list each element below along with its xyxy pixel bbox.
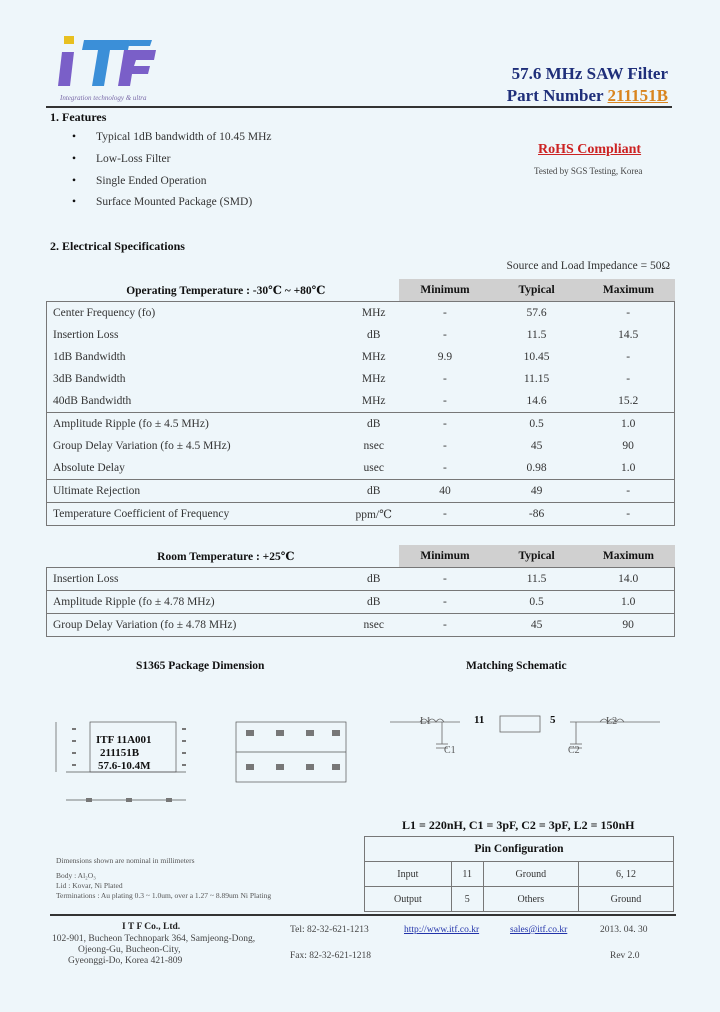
- param-min: 40: [399, 480, 491, 503]
- param-name: Group Delay Variation (fo ± 4.78 MHz): [47, 614, 349, 637]
- spec-row: [47, 480, 675, 503]
- footer-date: 2013. 04. 30: [600, 925, 648, 935]
- spec-row: [47, 324, 675, 346]
- impedance-note: Source and Load Impedance = 50Ω: [506, 260, 670, 272]
- param-name: Absolute Delay: [47, 457, 349, 480]
- param-typ: 11.5: [526, 329, 547, 341]
- param-name: Ultimate Rejection: [47, 480, 349, 503]
- col-minimum: Minimum: [399, 279, 491, 302]
- param-max: 1.0: [582, 591, 674, 614]
- param-unit: dB: [348, 568, 399, 591]
- schematic-c1-label: C1: [444, 745, 456, 756]
- pin-cell: Output: [365, 887, 452, 912]
- param-unit: MHz: [361, 395, 386, 407]
- param-name: 40dB Bandwidth: [47, 390, 349, 413]
- rohs-badge: RoHS Compliant: [538, 142, 642, 157]
- param-max: -: [582, 368, 674, 390]
- schematic-heading: Matching Schematic: [466, 660, 567, 672]
- param-typ: 11.5: [491, 568, 583, 591]
- schematic-c2-label: C2: [568, 745, 580, 756]
- package-note: Lid : Kovar, Ni Plated: [56, 881, 123, 890]
- schematic-l1-label: L1: [420, 716, 432, 727]
- param-min: -: [399, 614, 491, 637]
- matching-schematic-drawing: [380, 700, 670, 770]
- param-max: 1.0: [582, 457, 674, 480]
- param-typ: 57.6: [491, 302, 583, 325]
- param-unit: dB: [348, 591, 399, 614]
- pin-cell: 11: [451, 862, 483, 887]
- feature-item: • Low-Loss Filter: [74, 153, 170, 165]
- footer-email-link[interactable]: sales@itf.co.kr: [510, 925, 568, 935]
- package-heading: S1365 Package Dimension: [136, 660, 265, 672]
- param-unit: nsec: [348, 614, 399, 637]
- package-marking-line1: ITF 11A001: [96, 734, 152, 746]
- spec-row: [47, 457, 675, 480]
- footer-fax: Fax: 82-32-621-1218: [290, 951, 372, 961]
- pin-configuration-table: [364, 836, 674, 912]
- param-min: -: [399, 591, 491, 614]
- param-min: -: [399, 302, 491, 325]
- param-min: -: [443, 329, 447, 341]
- feature-item: • Surface Mounted Package (SMD): [74, 196, 252, 208]
- param-name: Center Frequency (fo): [47, 302, 349, 325]
- feature-item: • Typical 1dB bandwidth of 10.45 MHz: [74, 131, 272, 143]
- package-marking-line2: 211151B: [100, 747, 140, 759]
- spec-row: [47, 503, 675, 526]
- rohs-tested-note: Tested by SGS Testing, Korea: [534, 166, 643, 176]
- package-note: Terminations : Au plating 0.3 ~ 1.0um, over a 1.27 ~ 8.89um Ni Plating: [56, 891, 272, 900]
- param-max: 14.0: [582, 568, 674, 591]
- col-typical: Typical: [491, 279, 583, 302]
- param-unit: MHz: [361, 373, 386, 385]
- spec-row: [47, 435, 675, 457]
- package-note: Body : Al₂O₃: [56, 871, 96, 880]
- param-unit: MHz: [348, 302, 399, 325]
- spec-row: [47, 568, 675, 591]
- param-max: 1.0: [582, 413, 674, 436]
- param-max: -: [582, 480, 674, 503]
- param-name: 1dB Bandwidth: [47, 346, 349, 368]
- param-max: -: [582, 302, 674, 325]
- spec-row: [47, 346, 675, 368]
- header-rule: [46, 106, 672, 108]
- param-max: 14.5: [582, 324, 674, 346]
- param-max: 15.2: [582, 390, 674, 413]
- col-maximum: Maximum: [582, 279, 674, 302]
- schematic-l2-label: L2: [606, 716, 618, 727]
- pin-config-heading: Pin Configuration: [365, 837, 674, 862]
- param-min: -: [443, 373, 447, 385]
- product-title: 57.6 MHz SAW Filter: [511, 64, 668, 83]
- pin-cell: 6, 12: [578, 862, 673, 887]
- param-min: -: [443, 462, 447, 474]
- room-temp-label: Room Temperature : +25℃: [157, 551, 295, 563]
- footer-address: Gyeonggi-Do, Korea 421-809: [68, 956, 183, 966]
- spec-row: [47, 591, 675, 614]
- pin-cell: Input: [365, 862, 452, 887]
- param-unit: ppm/℃: [348, 503, 399, 526]
- schematic-pin5-label: 5: [550, 714, 556, 726]
- param-name: Insertion Loss: [47, 324, 349, 346]
- param-min: -: [399, 568, 491, 591]
- param-name: Amplitude Ripple (fo ± 4.78 MHz): [47, 591, 349, 614]
- spec-row: [47, 302, 675, 325]
- param-typ: 10.45: [523, 351, 550, 363]
- param-max: -: [582, 346, 674, 368]
- param-unit: dB: [348, 480, 399, 503]
- package-marking-line3: 57.6-10.4M: [98, 760, 151, 772]
- param-unit: dB: [348, 413, 399, 436]
- footer-address: 102-901, Bucheon Technopark 364, Samjeong-Dong,: [52, 934, 256, 944]
- param-typ: 49: [491, 480, 583, 503]
- param-typ: 45: [491, 614, 583, 637]
- footer-company: I T F Co., Ltd.: [122, 922, 181, 932]
- electrical-heading: 2. Electrical Specifications: [50, 239, 185, 253]
- param-min: 9.9: [437, 351, 453, 363]
- param-min: -: [399, 413, 491, 436]
- features-heading: 1. Features: [50, 110, 107, 124]
- spec-row: [47, 413, 675, 436]
- footer-tel: Tel: 82-32-621-1213: [290, 925, 369, 935]
- param-typ: 0.5: [491, 413, 583, 436]
- param-typ: -86: [491, 503, 583, 526]
- param-unit: usec: [363, 462, 384, 474]
- param-max: 90: [582, 435, 674, 457]
- param-name: Insertion Loss: [47, 568, 349, 591]
- param-min: -: [399, 503, 491, 526]
- pin-cell: Others: [483, 887, 578, 912]
- param-name: 3dB Bandwidth: [47, 368, 349, 390]
- pin-cell: Ground: [483, 862, 578, 887]
- param-unit: nsec: [363, 440, 384, 452]
- pin-cell: 5: [451, 887, 483, 912]
- operating-temp-label: Operating Temperature : -30℃ ~ +80℃: [126, 285, 326, 297]
- param-max: -: [582, 503, 674, 526]
- param-unit: dB: [367, 329, 381, 341]
- logo-subtitle: Integration technology & ultra: [60, 94, 147, 102]
- param-max: 90: [582, 614, 674, 637]
- param-min: -: [443, 440, 447, 452]
- param-typ: 0.5: [491, 591, 583, 614]
- col-maximum: Maximum: [582, 545, 674, 568]
- footer-address: Ojeong-Gu, Bucheon-City,: [78, 945, 181, 955]
- part-number-value: 211151B: [607, 86, 668, 105]
- spec-row: [47, 614, 675, 637]
- param-name: Group Delay Variation (fo ± 4.5 MHz): [47, 435, 349, 457]
- param-unit: MHz: [361, 351, 386, 363]
- param-typ: 45: [530, 440, 543, 452]
- spec-row: [47, 390, 675, 413]
- param-name: Temperature Coefficient of Frequency: [47, 503, 349, 526]
- schematic-pin11-label: 11: [474, 714, 485, 726]
- footer-website-link[interactable]: http://www.itf.co.kr: [404, 925, 480, 935]
- room-spec-table: [46, 545, 675, 637]
- param-typ: 11.15: [523, 373, 550, 385]
- feature-item: • Single Ended Operation: [74, 175, 207, 187]
- param-name: Amplitude Ripple (fo ± 4.5 MHz): [47, 413, 349, 436]
- spec-row: [47, 368, 675, 390]
- param-min: -: [443, 395, 447, 407]
- part-number-line: [507, 86, 668, 106]
- param-typ: 0.98: [526, 462, 547, 474]
- part-number-label: Part Number: [506, 86, 604, 105]
- package-note: Dimensions shown are nominal in millimeters: [56, 856, 195, 865]
- param-typ: 14.6: [526, 395, 547, 407]
- footer-revision: Rev 2.0: [610, 951, 640, 961]
- footer-rule: [50, 914, 676, 916]
- col-typical: Typical: [491, 545, 583, 568]
- component-values: L1 = 220nH, C1 = 3pF, C2 = 3pF, L2 = 150nH: [402, 818, 635, 832]
- pin-cell: Ground: [578, 887, 673, 912]
- operating-spec-table: [46, 279, 675, 526]
- package-dimension-drawing: [46, 700, 366, 810]
- col-minimum: Minimum: [399, 545, 491, 568]
